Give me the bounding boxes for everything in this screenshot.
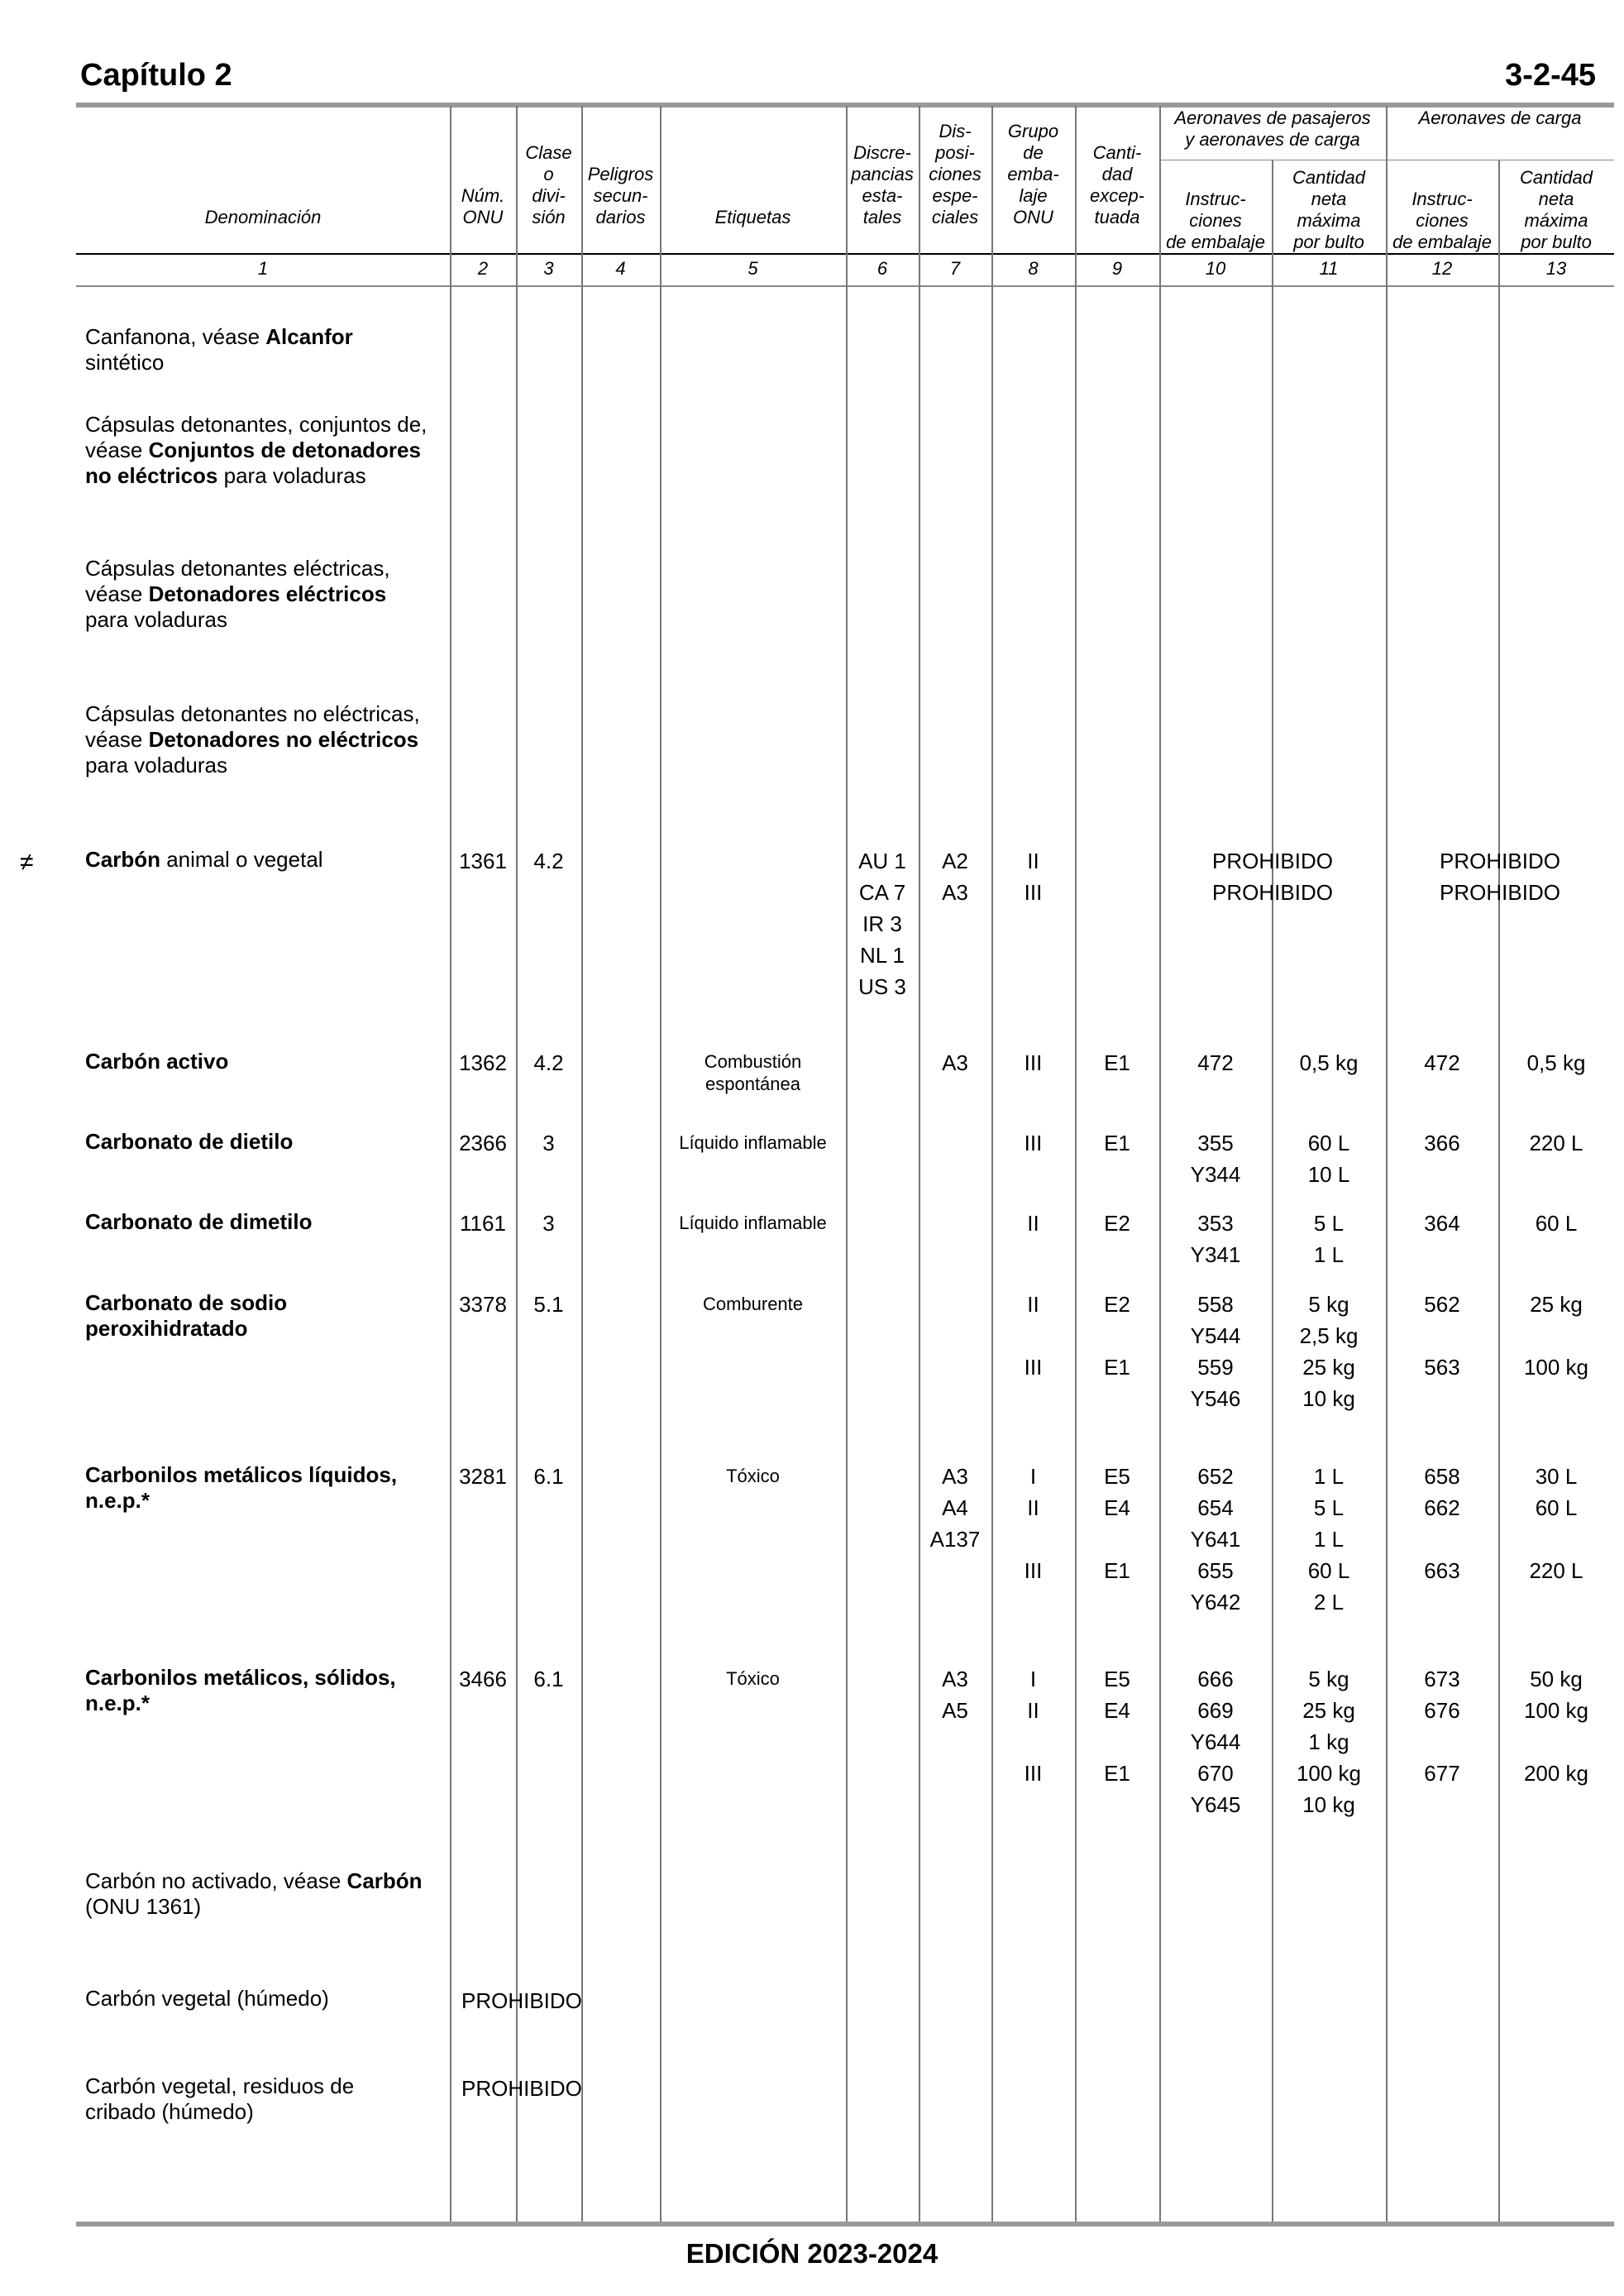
col-rule: [1272, 160, 1273, 2222]
excepted-quantity: E5 E4 E1: [1104, 1667, 1130, 1786]
label: Combustión espontánea: [704, 1051, 802, 1094]
excepted-quantity: E1: [1104, 1050, 1130, 1075]
colnum-1: 1: [257, 258, 269, 279]
class-division: 4.2: [533, 849, 564, 873]
colnum-2: 2: [477, 258, 489, 279]
entry-carbonilos-solidos: [85, 1665, 449, 1716]
entry-capsulas-no-electricas: [85, 701, 449, 778]
packing-instruction-cargo: 562 563: [1424, 1292, 1460, 1380]
name-text: para voladuras: [85, 607, 227, 632]
header-group-cargo: Aeronaves de carga: [1418, 108, 1582, 128]
packing-instruction-cargo: 673 676 677: [1424, 1667, 1460, 1786]
entry-carbon: [85, 847, 449, 873]
header-instrucciones-cargo: Instruc- ciones de embalaje: [1392, 189, 1492, 252]
name-bold: Carbonato de sodio peroxihidratado: [85, 1290, 288, 1341]
col-rule: [919, 106, 920, 2222]
col-rule: [660, 106, 662, 2222]
packing-instruction-cargo: 472: [1424, 1050, 1460, 1075]
state-variations: AU 1 CA 7 IR 3 NL 1 US 3: [858, 849, 906, 999]
colnum-5: 5: [748, 258, 758, 279]
forbidden-all: PROHIBIDO: [461, 1988, 582, 2013]
change-marker: ≠: [20, 849, 34, 876]
entry-carbonato-dietilo: [85, 1129, 449, 1155]
header-discrepancias: Discre- pancias esta- tales: [851, 142, 914, 227]
class-division: 3: [542, 1131, 555, 1155]
packing-instruction-pax: 355 Y344: [1190, 1131, 1241, 1187]
col-rule: [991, 106, 993, 2222]
max-net-cargo: 30 L 60 L 220 L: [1529, 1464, 1583, 1583]
un-number: 2366: [459, 1131, 507, 1155]
packing-instruction-cargo: 364: [1424, 1211, 1460, 1236]
packing-group: II III: [1024, 1292, 1043, 1380]
col-rule: [450, 106, 451, 2222]
class-division: 6.1: [533, 1464, 564, 1489]
colnum-8: 8: [1028, 258, 1039, 279]
name-text: Carbón no activado, véase: [85, 1868, 347, 1893]
max-net-cargo: 25 kg 100 kg: [1523, 1292, 1589, 1380]
class-division: 3: [542, 1211, 555, 1236]
max-net-cargo: 60 L: [1535, 1211, 1578, 1236]
name-text: Carbón vegetal (húmedo): [85, 1986, 329, 2011]
packing-instruction-pax: 558 Y544 559 Y546: [1190, 1292, 1241, 1411]
class-division: 5.1: [533, 1292, 564, 1317]
packing-group: I II III: [1024, 1464, 1043, 1583]
name-text: Cápsulas detonantes eléctricas, véase: [85, 556, 390, 606]
name-bold: Detonadores eléctricos: [148, 581, 387, 606]
forbidden-cargo: PROHIBIDO PROHIBIDO: [1440, 849, 1560, 905]
name-bold: Carbonilos metálicos, sólidos, n.e.p.*: [85, 1665, 396, 1715]
excepted-quantity: E2: [1104, 1211, 1130, 1236]
label: Líquido inflamable: [679, 1213, 827, 1233]
max-net-pax: 60 L 10 L: [1307, 1131, 1350, 1187]
header-grupo: Grupo de emba- laje ONU: [1007, 121, 1059, 227]
header-cantidad-cargo: Cantidad neta máxima por bulto: [1519, 167, 1593, 252]
col-rule: [581, 106, 583, 2222]
label: Líquido inflamable: [679, 1132, 827, 1153]
name-bold: Carbonato de dietilo: [85, 1129, 294, 1154]
entry-capsulas-electricas: [85, 556, 449, 633]
col-rule: [1498, 160, 1500, 2222]
max-net-pax: 5 L 1 L: [1313, 1211, 1345, 1267]
un-number: 1361: [459, 849, 507, 873]
special-provisions: A3: [942, 1050, 968, 1075]
colnum-12: 12: [1431, 258, 1453, 279]
packing-instruction-pax: 353 Y341: [1190, 1211, 1241, 1267]
max-net-pax: 5 kg 25 kg 1 kg 100 kg 10 kg: [1296, 1667, 1362, 1817]
header-denominacion: Denominación: [204, 207, 322, 227]
header-num-onu: Núm. ONU: [461, 185, 505, 227]
packing-instruction-pax: 652 654 Y641 655 Y642: [1190, 1464, 1241, 1614]
max-net-cargo: 0,5 kg: [1526, 1050, 1586, 1075]
colnum-bottom-rule: [76, 285, 1614, 287]
un-number: 1362: [459, 1050, 507, 1075]
un-number: 3466: [459, 1667, 507, 1691]
un-number: 1161: [460, 1211, 506, 1236]
max-net-cargo: 220 L: [1529, 1131, 1583, 1155]
name-text: animal o vegetal: [160, 847, 323, 872]
entry-carbon-vegetal-residuos: [85, 2074, 449, 2125]
name-bold: Carbonilos metálicos líquidos, n.e.p.*: [85, 1462, 398, 1513]
packing-group: III: [1024, 1131, 1043, 1155]
name-text: Carbón vegetal, residuos de cribado (húmedo): [85, 2074, 355, 2124]
excepted-quantity: E5 E4 E1: [1104, 1464, 1130, 1583]
name-text: para voladuras: [85, 753, 227, 777]
name-bold: Conjuntos de detonadores no eléctricos: [85, 438, 421, 488]
entry-canfanona: [85, 324, 449, 375]
colnum-13: 13: [1545, 258, 1567, 279]
un-number: 3281: [459, 1464, 507, 1489]
col-rule: [1075, 106, 1077, 2222]
max-net-cargo: 50 kg 100 kg 200 kg: [1523, 1667, 1589, 1786]
entry-capsulas-conjuntos: [85, 412, 449, 489]
name-text: para voladuras: [217, 463, 366, 488]
entry-carbonilos-liquidos: [85, 1462, 449, 1514]
colnum-7: 7: [949, 258, 961, 279]
header-disposiciones: Dis- posi- ciones espe- ciales: [929, 121, 982, 227]
bottom-rule: [76, 2222, 1614, 2227]
packing-group: I II III: [1024, 1667, 1043, 1786]
name-text: Cápsulas detonantes no eléctricas, véase: [85, 701, 420, 752]
packing-instruction-pax: 666 669 Y644 670 Y645: [1190, 1667, 1241, 1817]
entry-carbonato-sodio: [85, 1290, 449, 1342]
edition-footer: EDICIÓN 2023-2024: [685, 2238, 939, 2269]
name-bold: Carbón: [85, 847, 160, 872]
packing-instruction-cargo: 366: [1424, 1131, 1460, 1155]
col-rule: [516, 106, 518, 2222]
header-instrucciones-pax: Instruc- ciones de embalaje: [1166, 189, 1265, 252]
label: Tóxico: [726, 1668, 780, 1689]
header-bottom-rule: [76, 253, 1614, 255]
colnum-10: 10: [1205, 258, 1226, 279]
entry-carbon-no-activado: [85, 1868, 449, 1920]
max-net-pax: 5 kg 2,5 kg 25 kg 10 kg: [1299, 1292, 1359, 1411]
entry-carbonato-dimetilo: [85, 1209, 449, 1235]
class-division: 4.2: [533, 1050, 564, 1075]
entry-carbon-vegetal-humedo: [85, 1986, 449, 2011]
header-cantidad-pax: Cantidad neta máxima por bulto: [1292, 167, 1366, 252]
colnum-4: 4: [615, 258, 626, 279]
name-bold: Carbonato de dimetilo: [85, 1209, 313, 1234]
header-cantidad-exceptuada: Canti- dad excep- tuada: [1089, 142, 1145, 227]
label: Tóxico: [726, 1466, 780, 1486]
special-provisions: A2 A3: [942, 849, 968, 905]
label: Comburente: [702, 1294, 804, 1314]
chapter-title: Capítulo 2: [80, 58, 232, 93]
max-net-pax: 1 L 5 L 1 L 60 L 2 L: [1307, 1464, 1350, 1614]
header-group-passenger: Aeronaves de pasajeros y aeronaves de carga: [1174, 108, 1371, 150]
page-number: 3-2-45: [1505, 58, 1596, 93]
name-text: sintético: [85, 350, 165, 375]
packing-group: III: [1024, 1050, 1043, 1075]
colnum-3: 3: [543, 258, 554, 279]
header-peligros: Peligros secun- darios: [587, 164, 654, 227]
colnum-6: 6: [876, 258, 888, 279]
name-text: (ONU 1361): [85, 1894, 202, 1919]
name-bold: Carbón activo: [85, 1049, 229, 1074]
name-bold: Detonadores no eléctricos: [148, 727, 419, 752]
name-bold: Carbón: [346, 1868, 423, 1893]
col-rule: [846, 106, 848, 2222]
excepted-quantity: E2 E1: [1104, 1292, 1130, 1380]
forbidden-passenger: PROHIBIDO PROHIBIDO: [1212, 849, 1333, 905]
entry-carbon-activo: [85, 1049, 449, 1074]
col-rule: [1386, 106, 1388, 2222]
packing-instruction-pax: 472: [1197, 1050, 1234, 1075]
special-provisions: A3 A4 A137: [929, 1464, 981, 1552]
packing-group: II: [1027, 1211, 1039, 1236]
packing-instruction-cargo: 658 662 663: [1424, 1464, 1460, 1583]
excepted-quantity: E1: [1104, 1131, 1130, 1155]
colnum-9: 9: [1111, 258, 1123, 279]
class-division: 6.1: [533, 1667, 564, 1691]
forbidden-all: PROHIBIDO: [461, 2076, 582, 2101]
max-net-pax: 0,5 kg: [1299, 1050, 1359, 1075]
special-provisions: A3 A5: [942, 1667, 968, 1723]
colnum-11: 11: [1319, 258, 1339, 279]
name-bold: Alcanfor: [265, 324, 353, 349]
un-number: 3378: [459, 1292, 507, 1317]
packing-group: II III: [1024, 849, 1043, 905]
header-clase: Clase o divi- sión: [525, 142, 572, 227]
name-text: Cápsulas detonantes, conjuntos de, véase: [85, 412, 427, 462]
name-text: Canfanona, véase: [85, 324, 266, 349]
header-etiquetas: Etiquetas: [714, 207, 791, 227]
